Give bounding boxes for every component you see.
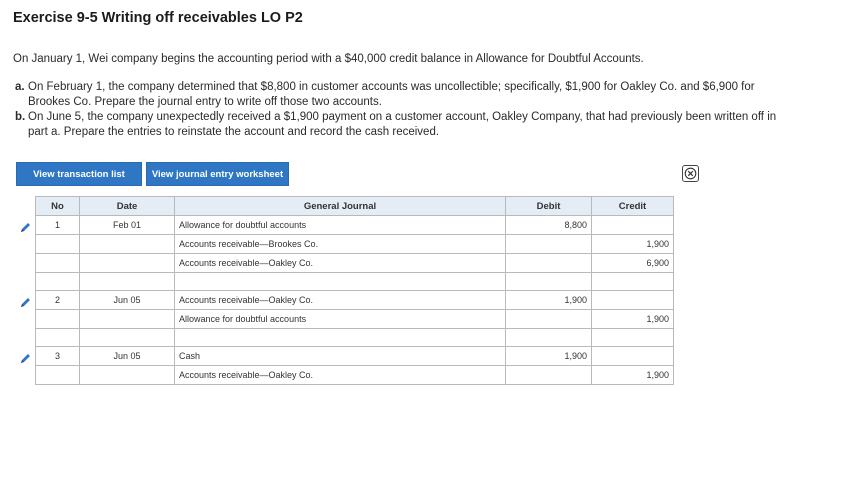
header-no: No: [36, 197, 80, 216]
entry-date-empty: [80, 310, 175, 329]
debit-cell: [506, 310, 592, 329]
entry-date-empty: [80, 254, 175, 273]
close-circle-icon[interactable]: [682, 165, 699, 182]
credit-cell: 1,900: [592, 310, 674, 329]
table-row[interactable]: [36, 366, 674, 385]
empty-cell: [80, 273, 175, 291]
header-date: Date: [80, 197, 175, 216]
credit-cell: [592, 291, 674, 310]
table-row[interactable]: [36, 254, 674, 273]
header-debit: Debit: [506, 197, 592, 216]
header-credit: Credit: [592, 197, 674, 216]
debit-cell: 1,900: [506, 291, 592, 310]
credit-cell: 1,900: [592, 366, 674, 385]
part-a-letter: a.: [15, 81, 25, 93]
credit-cell: 6,900: [592, 254, 674, 273]
entry-date-empty: [80, 366, 175, 385]
table-row[interactable]: [36, 235, 674, 254]
exercise-parts: [15, 80, 795, 140]
part-b-letter: b.: [15, 111, 26, 123]
empty-cell: [506, 329, 592, 347]
account-cell: Accounts receivable—Brookes Co.: [175, 235, 506, 254]
account-cell: Cash: [175, 347, 506, 366]
view-journal-entry-worksheet-button[interactable]: View journal entry worksheet: [146, 162, 289, 186]
edit-entry-1-pencil-icon[interactable]: [20, 220, 31, 231]
account-cell: Allowance for doubtful accounts: [175, 310, 506, 329]
entry-date: Jun 05: [80, 291, 175, 310]
empty-cell: [175, 329, 506, 347]
table-row[interactable]: [36, 310, 674, 329]
general-journal-table: [35, 196, 674, 385]
edit-entry-2-pencil-icon[interactable]: [20, 295, 31, 306]
empty-cell: [175, 273, 506, 291]
credit-cell: 1,900: [592, 235, 674, 254]
entry-no-empty: [36, 366, 80, 385]
header-general-journal: General Journal: [175, 197, 506, 216]
table-header-row: [36, 197, 674, 216]
debit-cell: [506, 235, 592, 254]
empty-cell: [36, 273, 80, 291]
entry-no: 3: [36, 347, 80, 366]
entry-no-empty: [36, 310, 80, 329]
exercise-title: Exercise 9-5 Writing off receivables LO P2: [13, 10, 303, 26]
entry-no-empty: [36, 235, 80, 254]
entry-date: Jun 05: [80, 347, 175, 366]
account-cell: Accounts receivable—Oakley Co.: [175, 254, 506, 273]
empty-cell: [80, 329, 175, 347]
entry-date-empty: [80, 235, 175, 254]
view-transaction-list-button[interactable]: View transaction list: [16, 162, 142, 186]
debit-cell: [506, 254, 592, 273]
table-row[interactable]: [36, 347, 674, 366]
part-b: [15, 110, 795, 140]
empty-table-row: [36, 273, 674, 291]
empty-table-row: [36, 329, 674, 347]
empty-cell: [36, 329, 80, 347]
part-a-text: On February 1, the company determined that $8,800 in customer accounts was uncollectible; specifically, $1,900 for Oakley Co. and $6,900 for Brookes Co. Prepare the journal entry to write off those two accounts.: [28, 81, 755, 108]
entry-date: Feb 01: [80, 216, 175, 235]
part-a: [15, 80, 795, 110]
credit-cell: [592, 216, 674, 235]
account-cell: Allowance for doubtful accounts: [175, 216, 506, 235]
empty-cell: [592, 329, 674, 347]
entry-no: 2: [36, 291, 80, 310]
exercise-intro: On January 1, Wei company begins the accounting period with a $40,000 credit balance in Allowance for Doubtful Accounts.: [13, 53, 644, 65]
entry-no: 1: [36, 216, 80, 235]
empty-cell: [506, 273, 592, 291]
edit-entry-3-pencil-icon[interactable]: [20, 351, 31, 362]
entry-no-empty: [36, 254, 80, 273]
account-cell: Accounts receivable—Oakley Co.: [175, 291, 506, 310]
debit-cell: [506, 366, 592, 385]
credit-cell: [592, 347, 674, 366]
table-row[interactable]: [36, 291, 674, 310]
empty-cell: [592, 273, 674, 291]
debit-cell: 8,800: [506, 216, 592, 235]
account-cell: Accounts receivable—Oakley Co.: [175, 366, 506, 385]
table-row[interactable]: [36, 216, 674, 235]
debit-cell: 1,900: [506, 347, 592, 366]
part-b-text: On June 5, the company unexpectedly received a $1,900 payment on a customer account, Oakley Company, that had previously been written off in part a. Prepare the entries to reinstate the account and record the cash received.: [28, 111, 777, 138]
